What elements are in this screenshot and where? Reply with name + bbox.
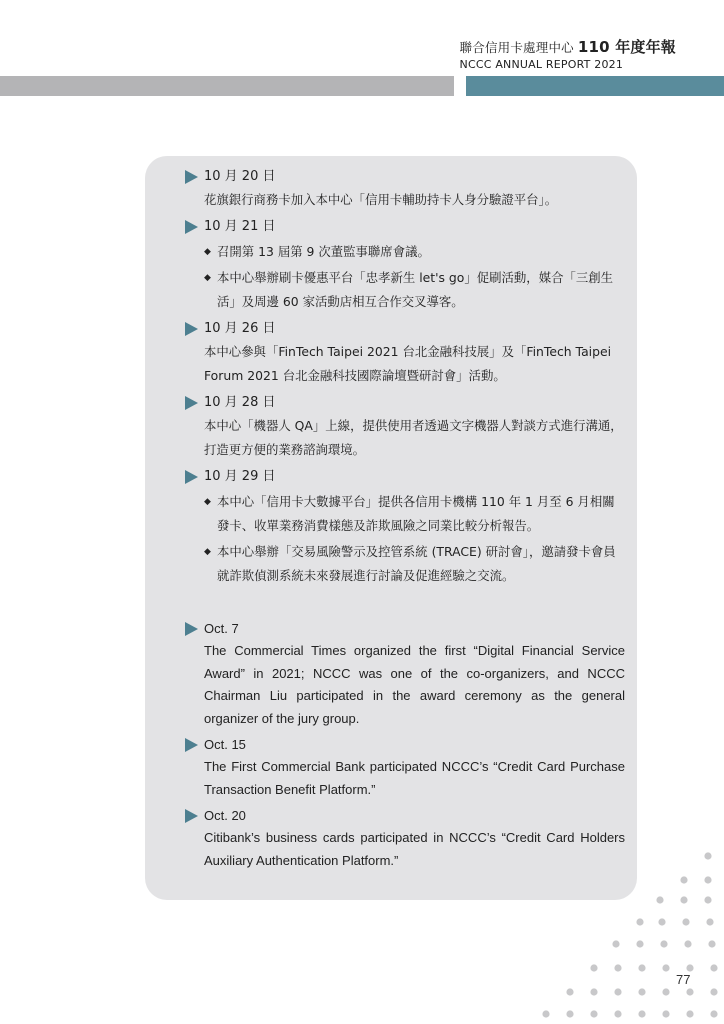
event-text: 本中心參與「FinTech Taipei 2021 台北金融科技展」及「FinTech Taipei Forum 2021 台北金融科技國際論壇暨研討會」活動。 xyxy=(204,344,612,383)
event-entry xyxy=(185,166,625,212)
header-gray-bar xyxy=(0,76,454,96)
triangle-marker-icon xyxy=(185,396,198,410)
decorative-dot xyxy=(636,918,643,925)
event-text: The First Commercial Bank participated NCCC’s “Credit Card Purchase Transaction Benefit Platform.” xyxy=(204,759,625,797)
event-bullet: ◆ 召開第 13 屆第 9 次董監事聯席會議。 xyxy=(185,240,625,264)
decorative-dot xyxy=(614,964,621,971)
event-text: The Commercial Times organized the first “Digital Financial Service Award” in 2021; NCCC was one of the co-organizers, and NCCC Chairman Liu participated in the award ceremony as the general organizer of the jury group. xyxy=(204,643,625,726)
decorative-dot xyxy=(704,896,711,903)
decorative-dot xyxy=(708,940,715,947)
decorative-dot xyxy=(704,852,711,859)
event-entry-en xyxy=(185,805,625,872)
decorative-dot xyxy=(614,988,621,995)
event-entry xyxy=(185,216,625,314)
event-date: Oct. 7 xyxy=(185,618,625,640)
event-list xyxy=(185,166,625,876)
triangle-marker-icon xyxy=(185,738,198,752)
decorative-dot xyxy=(684,940,691,947)
triangle-marker-icon xyxy=(185,470,198,484)
event-date: Oct. 20 xyxy=(185,805,625,827)
decorative-dot xyxy=(612,940,619,947)
triangle-marker-icon xyxy=(185,322,198,336)
event-date: Oct. 15 xyxy=(185,734,625,756)
decorative-dot xyxy=(680,896,687,903)
decorative-dot xyxy=(662,964,669,971)
decorative-dot xyxy=(542,1010,549,1017)
decorative-dot xyxy=(680,876,687,883)
header-line-zh xyxy=(460,36,676,57)
event-date: 10 月 20 日 xyxy=(185,166,625,188)
org-name-zh: 聯合信用卡處理中心 xyxy=(459,40,574,55)
decorative-dot xyxy=(638,964,645,971)
event-entry-en xyxy=(185,734,625,801)
decorative-dot xyxy=(710,988,717,995)
decorative-dot xyxy=(636,940,643,947)
event-text: Citibank’s business cards participated in NCCC’s “Credit Card Holders Auxiliary Authentication Platform.” xyxy=(204,830,625,868)
decorative-dot xyxy=(662,988,669,995)
year-label: 110 年度年報 xyxy=(577,38,676,56)
event-date: 10 月 21 日 xyxy=(185,216,625,238)
event-bullet: ◆ 本中心舉辦刷卡優惠平台「忠孝新生 let's go」促刷活動，媒合「三創生活」及周邊 60 家活動店相互合作交叉導客。 xyxy=(185,266,625,314)
event-date: 10 月 28 日 xyxy=(185,392,625,414)
decorative-dot xyxy=(660,940,667,947)
decorative-dot xyxy=(686,964,693,971)
decorative-dot xyxy=(682,918,689,925)
report-header xyxy=(460,36,676,71)
decorative-dot xyxy=(638,1010,645,1017)
decorative-dot xyxy=(638,988,645,995)
event-bullet: ◆ 本中心舉辦「交易風險警示及控管系統 (TRACE) 研討會」，邀請發卡會員就詐欺偵測系統未來發展進行討論及促進經驗之交流。 xyxy=(185,540,625,588)
decorative-dot xyxy=(656,896,663,903)
event-date: 10 月 26 日 xyxy=(185,318,625,340)
decorative-dot xyxy=(590,964,597,971)
event-text: 本中心「機器人 QA」上線，提供使用者透過文字機器人對談方式進行溝通，打造更方便的業務諮詢環境。 xyxy=(204,418,623,457)
event-date: 10 月 29 日 xyxy=(185,466,625,488)
event-entry xyxy=(185,466,625,588)
event-bullet: ◆ 本中心「信用卡大數據平台」提供各信用卡機構 110 年 1 月至 6 月相關發卡、收單業務消費樣態及詐欺風險之同業比較分析報告。 xyxy=(185,490,625,538)
decorative-dot xyxy=(590,988,597,995)
event-entry xyxy=(185,318,625,388)
diamond-bullet-icon: ◆ xyxy=(204,273,211,283)
decorative-dot xyxy=(662,1010,669,1017)
decorative-dot xyxy=(686,988,693,995)
decorative-dot xyxy=(686,1010,693,1017)
decorative-dot xyxy=(710,1010,717,1017)
triangle-marker-icon xyxy=(185,809,198,823)
decorative-dot xyxy=(614,1010,621,1017)
triangle-marker-icon xyxy=(185,170,198,184)
decorative-dot xyxy=(566,988,573,995)
org-name-en: NCCC ANNUAL REPORT 2021 xyxy=(459,58,624,71)
decorative-dot xyxy=(566,1010,573,1017)
diamond-bullet-icon: ◆ xyxy=(204,497,211,507)
decorative-dot xyxy=(710,964,717,971)
diamond-bullet-icon: ◆ xyxy=(204,247,211,257)
decorative-dot xyxy=(706,918,713,925)
page-number: 77 xyxy=(676,972,691,987)
decorative-dot xyxy=(590,1010,597,1017)
section-gap xyxy=(185,592,625,618)
diamond-bullet-icon: ◆ xyxy=(204,547,211,557)
event-entry xyxy=(185,392,625,462)
decorative-dot xyxy=(704,876,711,883)
decorative-dot xyxy=(658,918,665,925)
header-teal-bar xyxy=(466,76,724,96)
event-entry-en xyxy=(185,618,625,730)
triangle-marker-icon xyxy=(185,220,198,234)
triangle-marker-icon xyxy=(185,622,198,636)
event-text: 花旗銀行商務卡加入本中心「信用卡輔助持卡人身分驗證平台」。 xyxy=(204,192,558,207)
